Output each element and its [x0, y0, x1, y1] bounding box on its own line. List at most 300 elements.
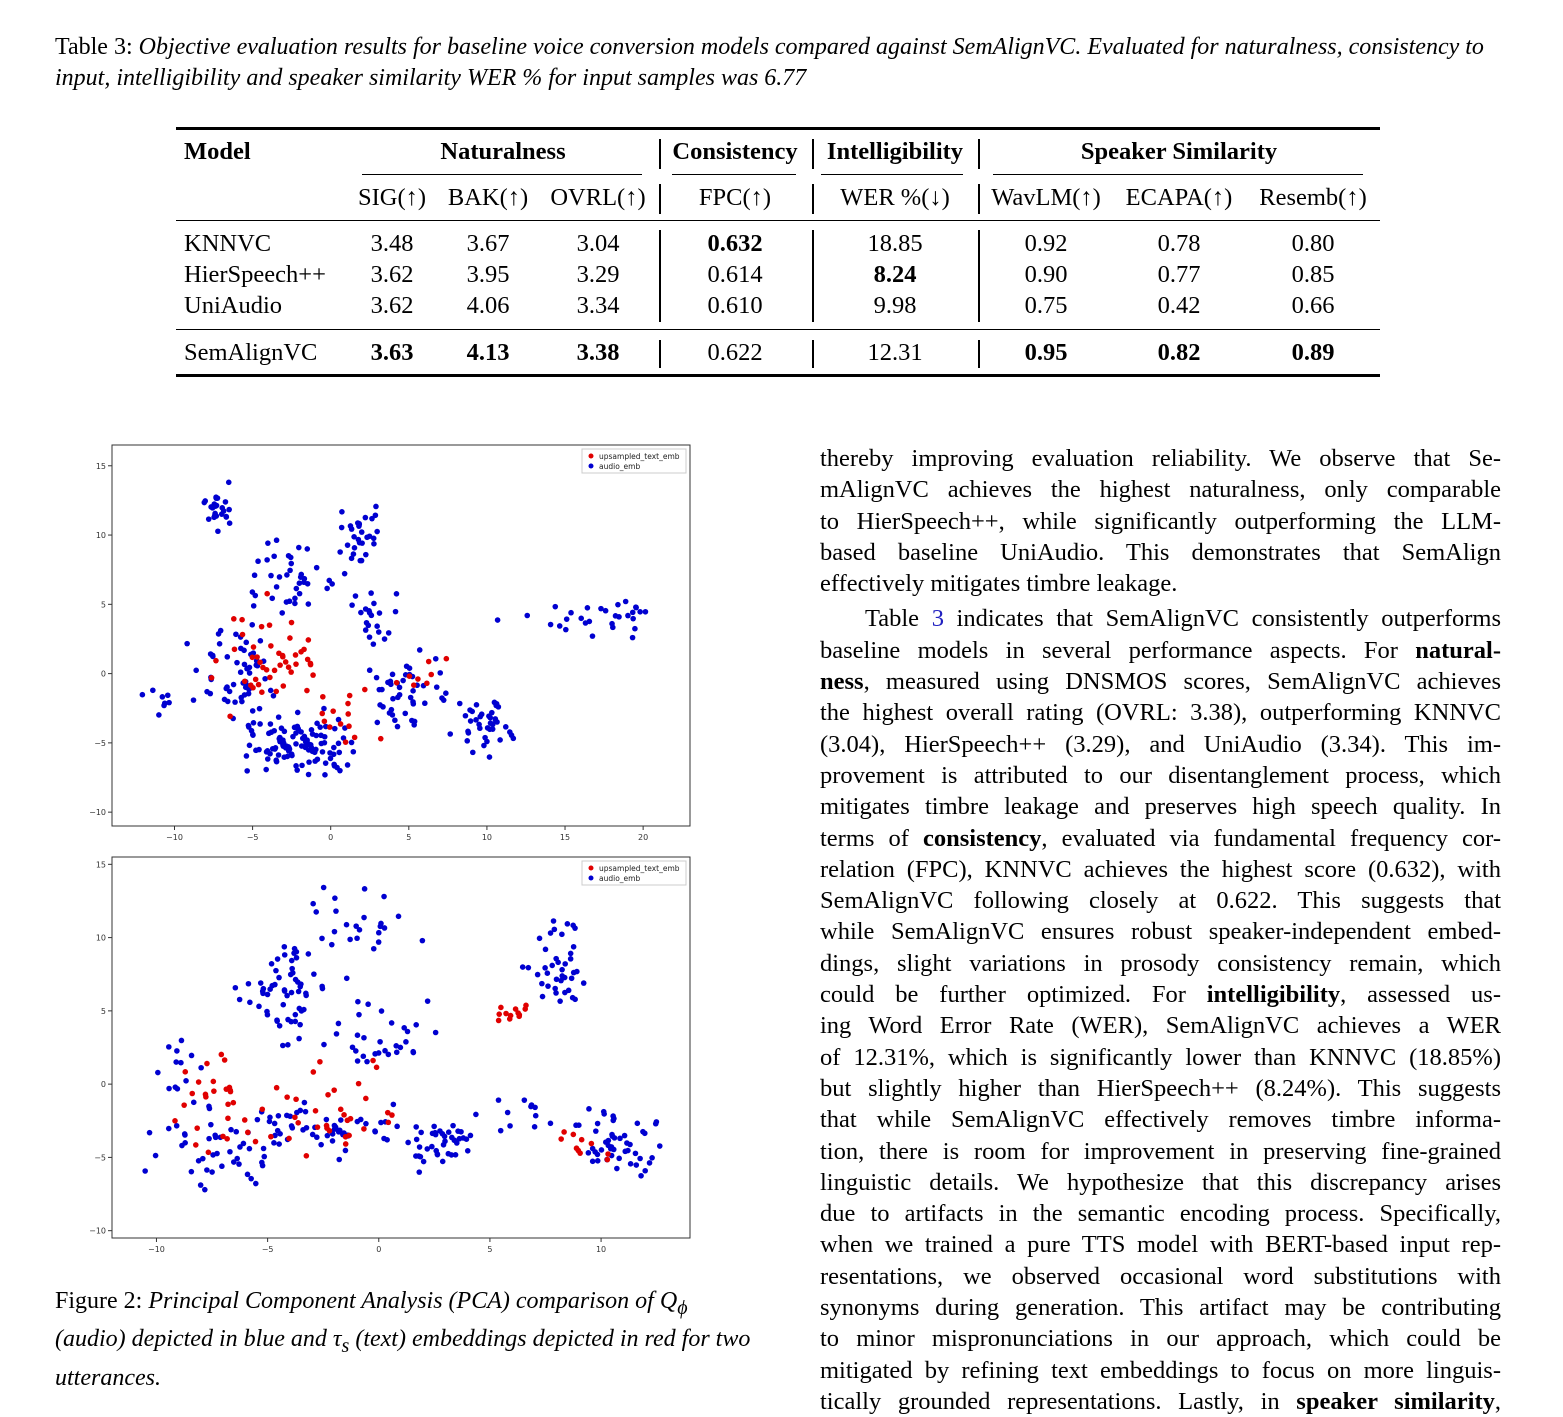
audio-emb-point [374, 720, 380, 726]
text-emb-point [385, 1110, 391, 1116]
text-emb-point [259, 689, 265, 695]
audio-emb-point [576, 1122, 582, 1128]
text-emb-point [231, 1100, 237, 1106]
audio-emb-point [244, 753, 250, 759]
text-line: (3.04), HierSpeech++ (3.29), and UniAudio (3.34). This im- [820, 730, 1501, 758]
text-line: relation (FPC), KNNVC achieves the highest score (0.632), with [820, 855, 1501, 883]
audio-emb-point [179, 1143, 185, 1149]
audio-emb-point [246, 723, 252, 729]
audio-emb-point [458, 1129, 464, 1135]
audio-emb-point [443, 690, 449, 696]
text-emb-point [496, 1011, 502, 1017]
audio-emb-point [394, 591, 400, 597]
audio-emb-point [611, 1147, 617, 1153]
cmidrule-speaker [993, 174, 1363, 175]
audio-emb-point [559, 967, 565, 973]
text-emb-point [194, 1125, 200, 1131]
audio-emb-point [306, 759, 312, 765]
table-cell: 0.80 [1291, 230, 1335, 257]
audio-emb-point [394, 1049, 400, 1055]
text-emb-point [363, 1096, 369, 1102]
audio-emb-point [336, 1157, 342, 1163]
text-emb-point [394, 680, 400, 686]
audio-emb-point [357, 540, 363, 546]
audio-emb-point [424, 1146, 430, 1152]
audio-emb-point [297, 1108, 303, 1114]
audio-emb-point [289, 958, 295, 964]
audio-emb-point [277, 574, 283, 580]
audio-emb-point [610, 625, 616, 631]
text-emb-point [345, 711, 351, 717]
text-line: to HierSpeech++, while significantly outperforming the LLM- [820, 507, 1501, 535]
audio-emb-point [601, 1109, 607, 1115]
text-emb-point [293, 652, 299, 658]
audio-emb-point [166, 1126, 172, 1132]
audio-emb-point [276, 975, 282, 981]
audio-emb-point [268, 721, 274, 727]
audio-emb-point [345, 762, 351, 768]
audio-emb-point [329, 942, 335, 948]
table-cell: 3.48 [370, 230, 414, 257]
vrule [659, 340, 661, 368]
text-emb-point [273, 689, 279, 695]
table-caption [55, 32, 1510, 94]
audio-emb-point [437, 670, 443, 676]
audio-emb-point [574, 969, 580, 975]
col-wer: WER %(↓) [840, 184, 950, 211]
text-emb-point [253, 1139, 259, 1145]
audio-emb-point [377, 702, 383, 708]
audio-emb-point [236, 1161, 242, 1167]
audio-emb-point [371, 541, 377, 547]
audio-emb-point [306, 772, 312, 778]
text-emb-point [361, 1126, 367, 1132]
audio-emb-point [271, 1140, 277, 1146]
x-tick-label: 10 [481, 833, 493, 840]
audio-emb-point [376, 1050, 382, 1056]
audio-emb-point [290, 734, 296, 740]
audio-emb-point [178, 1060, 184, 1066]
audio-emb-point [160, 694, 166, 700]
audio-emb-point [487, 715, 493, 721]
audio-emb-point [264, 557, 270, 563]
text-line: mitigated by refining text embeddings to focus on more linguis- [820, 1356, 1501, 1384]
text-emb-point [319, 711, 325, 717]
audio-emb-point [172, 1084, 178, 1090]
text-emb-point [605, 1151, 611, 1157]
audio-emb-point [595, 1152, 601, 1158]
text-emb-point [324, 1123, 330, 1129]
text-line: ness, measured using DNSMOS scores, SemAlignVC achieves [820, 668, 1501, 696]
table-cell: 3.67 [466, 230, 510, 257]
audio-emb-point [264, 749, 270, 755]
vrule [978, 184, 980, 214]
audio-emb-point [511, 736, 517, 742]
audio-emb-point [379, 687, 385, 693]
audio-emb-point [218, 628, 224, 634]
text-emb-point [276, 650, 282, 656]
body-text-column [820, 443, 1501, 1417]
audio-emb-point [632, 626, 638, 632]
audio-emb-point [179, 1038, 185, 1044]
audio-emb-point [376, 930, 382, 936]
audio-emb-point [379, 1008, 385, 1014]
audio-emb-point [324, 1117, 330, 1123]
audio-emb-point [585, 605, 591, 611]
text-emb-point [250, 685, 256, 691]
audio-emb-point [298, 574, 304, 580]
audio-emb-point [390, 672, 396, 678]
audio-emb-point [568, 610, 574, 616]
text-emb-point [338, 721, 344, 727]
audio-emb-point [349, 556, 355, 562]
audio-emb-point [405, 1029, 411, 1035]
table-cell: 4.13 [466, 339, 510, 366]
text-emb-point [240, 632, 246, 638]
audio-emb-point [269, 961, 275, 967]
audio-emb-point [198, 1182, 204, 1188]
audio-emb-point [258, 638, 264, 644]
text-emb-point [322, 718, 328, 724]
y-tick-label: 5 [100, 600, 106, 610]
audio-emb-point [548, 622, 554, 628]
text-line: synonyms during generation. This artifact may be contributing [820, 1294, 1501, 1322]
x-tick-label: 5 [487, 1245, 493, 1252]
audio-emb-point [454, 1140, 460, 1146]
audio-emb-point [338, 1117, 344, 1123]
text-emb-point [331, 1087, 337, 1093]
audio-emb-point [590, 1158, 596, 1164]
table-cell: 3.95 [466, 261, 510, 288]
audio-emb-point [446, 1151, 452, 1157]
audio-emb-point [332, 726, 338, 732]
audio-emb-point [238, 669, 244, 675]
text-emb-point [242, 678, 248, 684]
audio-emb-point [222, 697, 228, 703]
audio-emb-point [296, 545, 302, 551]
audio-emb-point [464, 738, 470, 744]
audio-emb-point [404, 663, 410, 669]
audio-emb-point [285, 1042, 291, 1048]
audio-emb-point [233, 631, 239, 637]
audio-emb-point [368, 590, 374, 596]
audio-emb-point [450, 1123, 456, 1129]
audio-emb-point [321, 706, 327, 712]
audio-emb-point [265, 992, 271, 998]
table-cell: 0.85 [1291, 261, 1335, 288]
audio-emb-point [647, 1160, 653, 1166]
audio-emb-point [395, 724, 401, 730]
audio-emb-point [653, 1121, 659, 1127]
text-line: when we trained a pure TTS model with BERT-based input rep- [820, 1231, 1501, 1259]
text-emb-point [516, 1014, 522, 1020]
audio-emb-point [474, 702, 480, 708]
audio-emb-point [624, 1140, 630, 1146]
audio-emb-point [292, 1019, 298, 1025]
text-line: based baseline UniAudio. This demonstrates that SemAlign [820, 538, 1501, 566]
text-emb-point [424, 680, 430, 686]
audio-emb-point [304, 1125, 310, 1131]
audio-emb-point [359, 529, 365, 535]
audio-emb-point [457, 701, 463, 707]
text-emb-point [341, 1112, 347, 1118]
audio-emb-point [213, 494, 219, 500]
plot-axes-frame [112, 445, 690, 826]
audio-emb-point [557, 623, 563, 629]
text-emb-point [444, 656, 450, 662]
table-cell: 0.614 [707, 261, 763, 288]
text-emb-point [260, 665, 266, 671]
audio-emb-point [332, 895, 338, 901]
text-emb-point [267, 622, 273, 628]
table-cell: 0.622 [707, 339, 763, 366]
audio-emb-point [330, 1138, 336, 1144]
table-cell: 3.63 [370, 339, 414, 366]
audio-emb-point [314, 1134, 320, 1140]
table-cell: 0.89 [1291, 339, 1335, 366]
audio-emb-point [498, 1128, 504, 1134]
audio-emb-point [273, 757, 279, 763]
text-emb-point [286, 1136, 292, 1142]
audio-emb-point [610, 1118, 616, 1124]
audio-emb-point [446, 1129, 452, 1135]
audio-emb-point [625, 613, 631, 619]
audio-emb-point [298, 729, 304, 735]
audio-emb-point [433, 656, 439, 662]
audio-emb-point [296, 989, 302, 995]
figure-caption-label: Figure 2: [55, 1288, 149, 1314]
text-emb-point [345, 1118, 351, 1124]
audio-emb-point [344, 922, 350, 928]
audio-emb-point [578, 616, 584, 622]
audio-emb-point [617, 1136, 623, 1142]
text-emb-point [343, 739, 349, 745]
text-emb-point [320, 694, 326, 700]
text-emb-point [220, 1134, 226, 1140]
audio-emb-point [377, 1039, 383, 1045]
audio-emb-point [637, 1156, 643, 1162]
audio-emb-point [304, 546, 310, 552]
text-emb-point [256, 682, 262, 688]
audio-emb-point [372, 1128, 378, 1134]
audio-emb-point [434, 684, 440, 690]
text-emb-point [558, 1136, 564, 1142]
audio-emb-point [431, 1124, 437, 1130]
audio-emb-point [247, 670, 253, 676]
audio-emb-point [217, 641, 223, 647]
legend-label-audio: audio_emb [599, 462, 641, 471]
audio-emb-point [522, 1097, 528, 1103]
audio-emb-point [363, 1121, 369, 1127]
col-fpc: FPC(↑) [698, 184, 772, 211]
text-emb-point [274, 1085, 280, 1091]
audio-emb-point [320, 749, 326, 755]
audio-emb-point [633, 1162, 639, 1168]
audio-emb-point [308, 742, 314, 748]
audio-emb-point [251, 720, 257, 726]
audio-emb-point [363, 627, 369, 633]
audio-emb-point [272, 746, 278, 752]
legend-label-text: upsampled_text_emb [599, 864, 680, 873]
audio-emb-point [555, 960, 561, 966]
audio-emb-point [292, 725, 298, 731]
row-model-name: KNNVC [184, 230, 272, 257]
audio-emb-point [287, 598, 293, 604]
text-emb-point [254, 654, 260, 660]
table-cell: 0.82 [1157, 339, 1201, 366]
audio-emb-point [339, 509, 345, 515]
audio-emb-point [393, 609, 399, 615]
audio-emb-point [248, 1176, 254, 1182]
text-emb-point [277, 662, 283, 668]
audio-emb-point [301, 579, 307, 585]
audio-emb-point [373, 512, 379, 518]
audio-emb-point [198, 1065, 204, 1071]
audio-emb-point [289, 1123, 295, 1129]
audio-emb-point [311, 971, 317, 977]
audio-emb-point [465, 1148, 471, 1154]
audio-emb-point [247, 1000, 253, 1006]
text-emb-point [356, 1081, 362, 1087]
text-emb-point [227, 713, 233, 719]
audio-emb-point [554, 976, 560, 982]
text-line: dings, slight variations in prosody consistency remain, which [820, 949, 1501, 977]
text-line: mitigates timbre leakage and preserves high speech quality. In [820, 793, 1501, 821]
audio-emb-point [568, 951, 574, 957]
audio-emb-point [421, 1159, 427, 1165]
audio-emb-point [336, 1021, 342, 1027]
audio-emb-point [630, 635, 636, 641]
audio-emb-point [263, 767, 269, 773]
audio-emb-point [255, 558, 261, 564]
y-tick-label: −10 [89, 1226, 106, 1236]
audio-emb-point [140, 692, 146, 698]
audio-emb-point [276, 736, 282, 742]
audio-emb-point [269, 595, 275, 601]
cmidrule-consistency [672, 174, 796, 175]
text-emb-point [225, 1115, 231, 1121]
audio-emb-point [161, 703, 167, 709]
table-cell: 3.38 [576, 339, 620, 366]
audio-emb-point [322, 740, 328, 746]
text-emb-point [272, 668, 278, 674]
text-emb-point [317, 1059, 323, 1065]
col-bak: BAK(↑) [447, 184, 529, 211]
audio-emb-point [273, 968, 279, 974]
audio-emb-point [564, 616, 570, 622]
vrule [978, 139, 980, 169]
audio-emb-point [329, 581, 335, 587]
audio-emb-point [612, 1135, 618, 1141]
audio-emb-point [402, 711, 408, 717]
audio-emb-point [342, 571, 348, 577]
audio-emb-point [331, 745, 337, 751]
audio-emb-point [463, 713, 469, 719]
x-tick-label: 0 [328, 833, 334, 840]
audio-emb-point [440, 1159, 446, 1165]
audio-emb-point [630, 616, 636, 622]
audio-emb-point [347, 937, 353, 943]
text-emb-point [513, 1006, 519, 1012]
text-emb-point [310, 672, 316, 678]
audio-emb-point [292, 601, 298, 607]
vrule [812, 230, 814, 322]
text-line: while SemAlignVC ensures robust speaker-independent embed- [820, 918, 1501, 946]
audio-emb-point [337, 768, 343, 774]
audio-emb-point [294, 586, 300, 592]
audio-emb-point [467, 707, 473, 713]
audio-emb-point [581, 980, 587, 986]
y-tick-label: 10 [95, 531, 106, 541]
text-emb-point [222, 1057, 228, 1063]
audio-emb-point [339, 525, 345, 531]
audio-emb-point [357, 927, 363, 933]
table-cell: 3.29 [576, 261, 620, 288]
audio-emb-point [557, 998, 563, 1004]
text-emb-point [293, 661, 299, 667]
text-emb-point [289, 620, 295, 626]
audio-emb-point [265, 540, 271, 546]
audio-emb-point [256, 1004, 262, 1010]
text-emb-point [209, 675, 215, 681]
audio-emb-point [389, 707, 395, 713]
audio-emb-point [206, 516, 212, 522]
text-line: of 12.31%, which is significantly lower than KNNVC (18.85%) [820, 1043, 1501, 1071]
audio-emb-point [413, 1124, 419, 1130]
text-emb-point [231, 616, 237, 622]
audio-emb-point [206, 1136, 212, 1142]
table-caption-text: Objective evaluation results for baseline voice conversion models compared against SemAlignVC. Evaluated for naturalness, consistency to input, intelligibility and speaker similarity WER % for input samples was 6.77 [55, 34, 1484, 91]
text-emb-point [292, 1114, 298, 1120]
audio-emb-point [245, 1172, 251, 1178]
audio-emb-point [183, 1078, 189, 1084]
audio-emb-point [549, 963, 555, 969]
table-cell: 18.85 [867, 230, 923, 257]
audio-emb-point [396, 914, 402, 920]
audio-emb-point [367, 634, 373, 640]
vrule [812, 184, 814, 214]
text-emb-point [498, 1005, 504, 1011]
text-emb-point [227, 1088, 233, 1094]
table-cell: 0.66 [1291, 292, 1335, 319]
audio-emb-point [153, 1153, 159, 1159]
legend-label-text: upsampled_text_emb [599, 452, 680, 461]
audio-emb-point [333, 908, 339, 914]
table-cell: 0.75 [1024, 292, 1068, 319]
table-ref-link[interactable]: 3 [931, 605, 944, 633]
y-tick-label: 0 [100, 669, 106, 679]
audio-emb-point [461, 1135, 467, 1141]
audio-emb-point [166, 1044, 172, 1050]
audio-emb-point [322, 772, 328, 778]
text-line: resentations, we observed occasional word substitutions with [820, 1262, 1501, 1290]
audio-emb-point [297, 580, 303, 586]
audio-emb-point [548, 1121, 554, 1127]
audio-emb-point [284, 993, 290, 999]
text-emb-point [330, 708, 336, 714]
audio-emb-point [231, 682, 237, 688]
audio-emb-point [200, 1156, 206, 1162]
audio-emb-point [265, 756, 271, 762]
audio-emb-point [590, 633, 596, 639]
audio-emb-point [276, 1113, 282, 1119]
x-tick-label: 15 [559, 833, 571, 840]
audio-emb-point [363, 515, 369, 521]
text-emb-point [211, 1079, 217, 1085]
audio-emb-point [417, 1144, 423, 1150]
audio-emb-point [209, 1169, 215, 1175]
audio-emb-point [552, 986, 558, 992]
